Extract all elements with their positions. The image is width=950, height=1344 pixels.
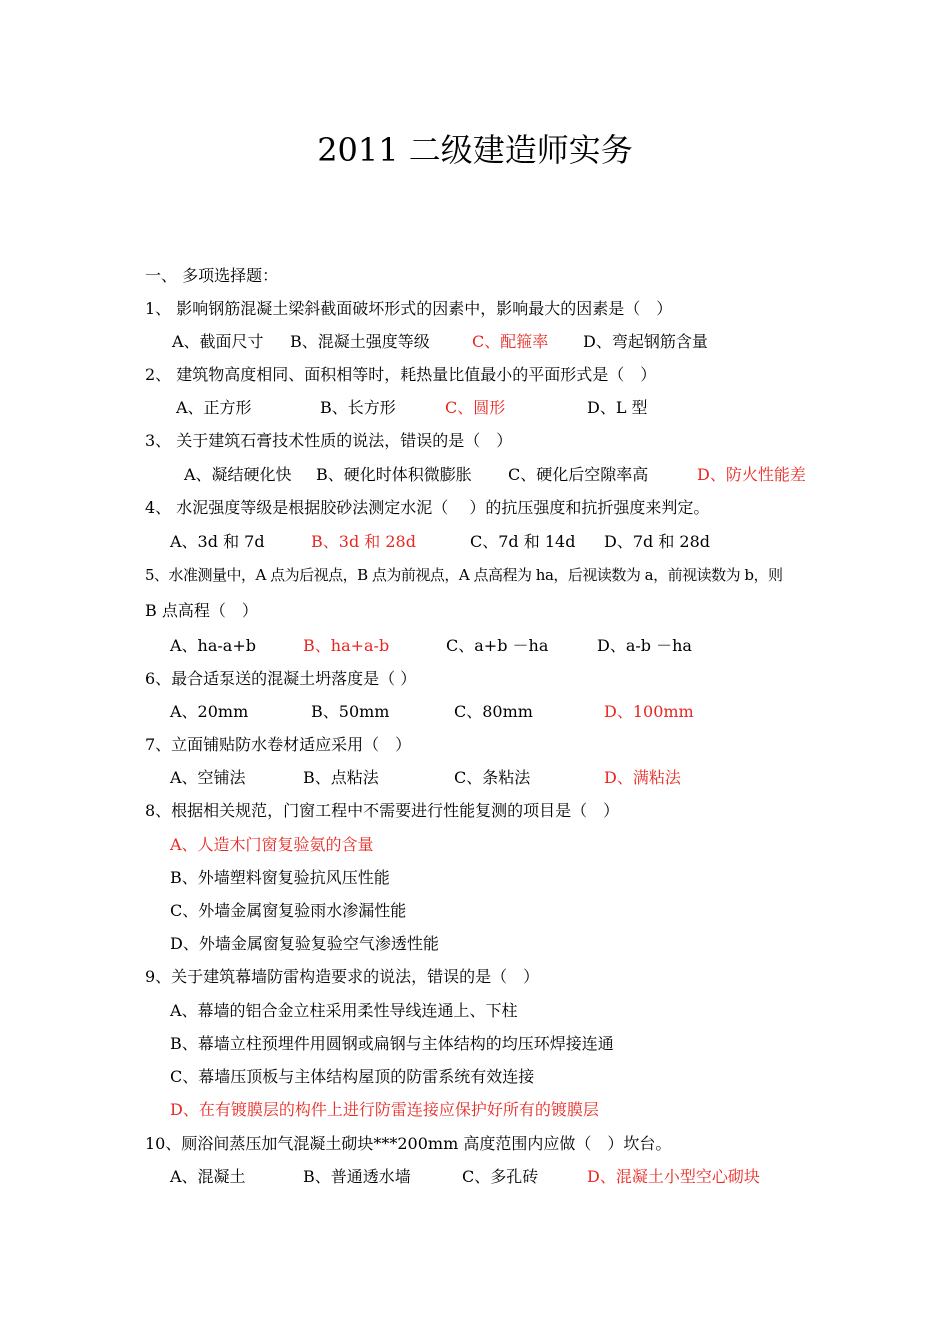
q1-option-d: D、弯起钢筋含量	[583, 332, 708, 351]
q10-option-b: B、普通透水墙	[303, 1167, 411, 1186]
q3-option-c: C、硬化后空隙率高	[508, 465, 649, 484]
q10-option-d-answer: D、混凝土小型空心砌块	[587, 1167, 760, 1186]
q2-option-a: A、正方形	[176, 398, 252, 417]
q6-option-b: B、50mm	[311, 702, 390, 721]
question-3-stem: 3、 关于建筑石膏技术性质的说法，错误的是（ ）	[145, 431, 513, 450]
q7-option-b: B、点粘法	[303, 768, 379, 787]
q9-option-b: B、幕墙立柱预埋件用圆钢或扁钢与主体结构的均压环焊接连通	[170, 1034, 614, 1053]
q4-option-c: C、7d 和 14d	[470, 532, 576, 551]
question-10-stem: 10、厕浴间蒸压加气混凝土砌块***200mm 高度范围内应做（ ）坎台。	[145, 1134, 672, 1153]
q1-option-b: B、混凝土强度等级	[290, 332, 430, 351]
q6-option-d-answer: D、100mm	[604, 702, 694, 721]
q6-option-a: A、20mm	[170, 702, 249, 721]
q5-option-a: A、ha-a+b	[170, 636, 256, 655]
q6-option-c: C、80mm	[454, 702, 533, 721]
q10-option-a: A、混凝土	[170, 1167, 246, 1186]
q10-option-c: C、多孔砖	[462, 1167, 539, 1186]
question-7-stem: 7、立面铺贴防水卷材适应采用（ ）	[145, 735, 412, 754]
q9-option-d-answer: D、在有镀膜层的构件上进行防雷连接应保护好所有的镀膜层	[170, 1100, 599, 1119]
question-1-stem: 1、 影响钢筋混凝土梁斜截面破坏形式的因素中，影响最大的因素是（ ）	[145, 299, 673, 318]
question-5-stem-line2: B 点高程（ ）	[145, 601, 258, 620]
q2-option-c-answer: C、圆形	[445, 398, 506, 417]
q4-option-d: D、7d 和 28d	[604, 532, 711, 551]
q3-option-a: A、凝结硬化快	[184, 465, 292, 484]
q8-option-b: B、外墙塑料窗复验抗风压性能	[170, 868, 390, 887]
page-title: 2011 二级建造师实务	[317, 131, 633, 169]
q3-option-d-answer: D、防火性能差	[697, 465, 806, 484]
q3-option-b: B、硬化时体积微膨胀	[316, 465, 472, 484]
q5-option-b-answer: B、ha+a-b	[303, 636, 390, 655]
question-5-stem-line1: 5、水准测量中，A 点为后视点，B 点为前视点，A 点高程为 ha，后视读数为 a，前视读数为 b，则	[145, 566, 783, 584]
q8-option-d: D、外墙金属窗复验复验空气渗透性能	[170, 934, 439, 953]
question-4-stem: 4、 水泥强度等级是根据胶砂法测定水泥（ ）的抗压强度和抗折强度来判定。	[145, 498, 710, 517]
q4-option-b-answer: B、3d 和 28d	[311, 532, 416, 551]
q8-option-a-answer: A、人造木门窗复验氨的含量	[170, 835, 374, 854]
q2-option-d: D、L 型	[587, 398, 648, 417]
q1-option-a: A、截面尺寸	[172, 332, 264, 351]
q7-option-c: C、条粘法	[454, 768, 531, 787]
question-2-stem: 2、 建筑物高度相同、面积相等时，耗热量比值最小的平面形式是（ ）	[145, 365, 657, 384]
q9-option-c: C、幕墙压顶板与主体结构屋顶的防雷系统有效连接	[170, 1067, 535, 1086]
section-heading: 一、 多项选择题：	[145, 266, 279, 285]
q5-option-d: D、a-b －ha	[597, 636, 692, 655]
q8-option-c: C、外墙金属窗复验雨水渗漏性能	[170, 901, 407, 920]
question-8-stem: 8、根据相关规范，门窗工程中不需要进行性能复测的项目是（ ）	[145, 801, 620, 820]
question-9-stem: 9、关于建筑幕墙防雷构造要求的说法，错误的是（ ）	[145, 967, 540, 986]
q5-option-c: C、a+b －ha	[446, 636, 549, 655]
question-6-stem: 6、最合适泵送的混凝土坍落度是（ ）	[145, 669, 417, 688]
q9-option-a: A、幕墙的铝合金立柱采用柔性导线连通上、下柱	[170, 1001, 518, 1020]
q2-option-b: B、长方形	[320, 398, 396, 417]
q1-option-c-answer: C、配箍率	[472, 332, 549, 351]
q7-option-d-answer: D、满粘法	[604, 768, 681, 787]
q4-option-a: A、3d 和 7d	[170, 532, 265, 551]
q7-option-a: A、空铺法	[170, 768, 246, 787]
